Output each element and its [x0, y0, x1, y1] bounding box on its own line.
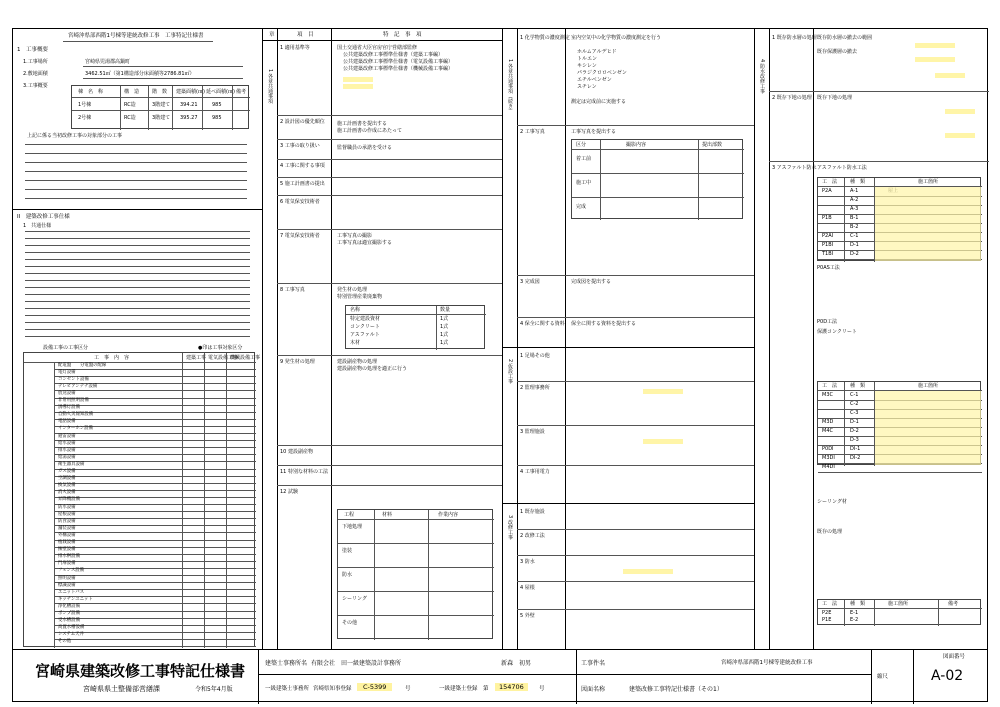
- table-cell: C-1: [850, 392, 859, 398]
- table-cell: T1BI: [822, 251, 834, 257]
- c2-st-r2: アスファルト: [350, 332, 380, 338]
- equip-row-label: 防水設備: [58, 504, 76, 510]
- equip-row-label: 昇降機設備: [58, 497, 80, 503]
- c4-t2-h1: 種 類: [850, 383, 866, 389]
- c4-item-2: 3 アスファルト防水: [772, 165, 817, 171]
- table-cell: DI-1: [850, 446, 861, 452]
- bt-r0c1: RC造: [124, 102, 136, 108]
- c2-spec-9: 発生材の処理: [337, 287, 368, 293]
- c2-spec-2: 公共建築改修工事標準仕様書（電気設備工事編）: [343, 59, 454, 65]
- column-spec-2: [503, 29, 755, 649]
- eq-h1: 建築工事: [186, 355, 207, 361]
- person-name: 新森 初男: [501, 660, 532, 667]
- equip-row-label: ユニットバス: [58, 589, 85, 595]
- table-cell: A-3: [850, 206, 859, 212]
- table-cell: B-2: [850, 224, 859, 230]
- firm-label: 建築士事務所名: [265, 660, 308, 667]
- c2-item-11: 12 試験: [280, 489, 298, 495]
- firm-name: 有限会社 田一級建築設計事務所: [311, 660, 402, 667]
- eq-h3: 機械設備工事: [230, 355, 261, 361]
- table-cell: P2A: [822, 188, 832, 194]
- c2-st-r0: 特定建設資材: [350, 316, 381, 322]
- drawing-sheet: [12, 28, 988, 702]
- c4-t1-h0: 工 法: [822, 179, 838, 185]
- title-block: [13, 649, 987, 704]
- c3-spec-7: 測定は完成前に実施する: [571, 99, 627, 105]
- table-cell: P1BI: [822, 242, 834, 248]
- c2-wt-r2: 防水: [342, 572, 353, 578]
- c4-spec-5: P0D工法: [817, 319, 838, 325]
- equip-row-label: ガス設備: [58, 469, 76, 474]
- equip-row-label: 配電盤 分電盤の配線: [58, 362, 107, 368]
- table-cell: C-3: [850, 410, 859, 416]
- col2-side: 1 各章共通事項: [267, 69, 273, 104]
- bt-r0c3: 394.21: [180, 102, 198, 108]
- drawing-no: A-02: [931, 668, 964, 684]
- c2-wt-h1: 材料: [382, 512, 393, 518]
- scale-label: 縮尺: [877, 674, 889, 680]
- c3-item-2: 3 完成図: [520, 279, 540, 285]
- bt-r0c0: 1号棟: [78, 102, 92, 108]
- c2-st-r1: コンクリート: [350, 324, 380, 330]
- c2-wt-h0: 工程: [344, 512, 355, 518]
- equip-row-label: 給水設備: [58, 440, 76, 446]
- c4-t3-h1: 種 類: [850, 601, 866, 607]
- c3-spec-8: 工事写真を提出する: [571, 129, 617, 135]
- equip-row-label: キッチンユニット: [58, 596, 93, 602]
- equip-row-label: 電灯設備: [58, 369, 76, 375]
- spec-main-title: 宮崎県建築改修工事特記仕様書: [35, 662, 246, 680]
- table-cell: P0DI: [822, 446, 834, 452]
- c3-item-3: 4 保全に関する資料: [520, 321, 565, 327]
- column-spec-1: [263, 29, 503, 649]
- c4-table-1: [817, 177, 981, 261]
- bt-h5: 備考: [236, 89, 247, 95]
- c2-item-3: 4 工事に関する事項: [280, 163, 325, 169]
- reg-unit: 号: [405, 686, 411, 692]
- equip-row-label: コンセント設備: [58, 376, 89, 382]
- arch-unit2: 号: [539, 686, 545, 692]
- c3-item-0: 1 化学物質の濃度測定: [520, 35, 570, 41]
- building-table: [71, 85, 249, 129]
- equip-row-label: 屋根設備: [58, 511, 76, 517]
- col3-side: 1 各章共通事項（続き）: [507, 59, 513, 114]
- bt-r0c2: 3階建て: [152, 102, 171, 108]
- spec-date: 令和5年4月版: [195, 686, 233, 693]
- drawing-name: 建築改修工事特記仕様書（その1）: [629, 686, 723, 693]
- c4-spec-0: 既存防水層の撤去の範囲: [817, 35, 873, 41]
- equip-row-label: その他: [58, 639, 72, 645]
- c4-t3-h3: 備考: [948, 601, 959, 607]
- c2-item-7: 8 工事写真: [280, 287, 305, 293]
- equip-row-label: 植栽設備: [58, 540, 76, 545]
- c4-t3-h2: 施工箇所: [888, 601, 909, 607]
- c3-pt-r1: 施工中: [576, 180, 592, 186]
- equipment-table: [23, 352, 261, 647]
- c2-spec-4: 施工計画書を提出する: [337, 121, 388, 127]
- c2-item-1: 2 設計図の優先順位: [280, 119, 325, 125]
- bt-r1c3: 395.27: [180, 115, 198, 121]
- col2-head-spec: 特 記 事 項: [383, 32, 422, 38]
- table-cell: C-1: [850, 233, 859, 239]
- reg-no: C-5399: [357, 683, 392, 691]
- table-cell: P1B: [822, 215, 832, 221]
- c2-item-0: 1 適用基準等: [280, 45, 310, 51]
- c4-t3-h0: 工 法: [822, 601, 838, 607]
- c4-item-1: 2 既存下地の処理: [772, 95, 812, 101]
- c3-item3-2: 3 防水: [520, 559, 535, 565]
- c4-spec-4: P0AS工法: [817, 265, 840, 271]
- section-2-title: II 建築改修工事仕様: [17, 214, 70, 220]
- c3-spec-9: 完成図を提出する: [571, 279, 612, 285]
- c3-pt-h1: 撮影内容: [626, 142, 647, 148]
- equip-row-label: 放送設備: [58, 390, 76, 396]
- c4-t3-r0c1: E-1: [850, 610, 859, 616]
- c4-spec-2: 既存下地の処理: [817, 95, 853, 101]
- bt-h2: 階 数: [152, 89, 168, 95]
- c2-spec-6: 監督職員の承諾を受ける: [337, 145, 393, 151]
- arch-label: 一級建築士登録: [439, 686, 478, 692]
- c4-spec-1: 既存保護層の撤去: [817, 49, 858, 55]
- bt-r1c2: 3階建て: [152, 115, 171, 121]
- equip-row-label: 高置水槽設備: [58, 625, 85, 631]
- col2-head-item: 項 目: [297, 32, 314, 38]
- c3-spec-4: パラジクロロベンゼン: [577, 70, 627, 76]
- c4-t1-h2: 施工箇所: [918, 179, 939, 185]
- c2-st-r3: 木材: [350, 340, 361, 346]
- c3-item-1: 2 工事写真: [520, 129, 545, 135]
- equip-row-label: 換気設備: [58, 483, 76, 489]
- c3-item3-3: 4 屋根: [520, 585, 535, 591]
- c2-spec-8: 工事写真は適宜撮影する: [337, 240, 393, 246]
- equip-row-label: 消火設備: [58, 490, 76, 496]
- c4-t3-r1c1: E-2: [850, 617, 859, 623]
- table-cell: P2AI: [822, 233, 834, 239]
- equip-row-label: 衛生器具設備: [58, 461, 85, 467]
- c4-t2-h0: 工 法: [822, 383, 838, 389]
- section-1-title: 1 工事概要: [17, 47, 48, 53]
- c2-wt-r3: シーリング: [342, 596, 367, 602]
- equip-row-label: 給湯設備: [58, 454, 76, 460]
- table-cell: A-2: [850, 197, 859, 203]
- equip-row-label: 標識設備: [58, 582, 76, 588]
- c2-st-r2v: 1式: [440, 332, 449, 338]
- bt-r1c0: 2号棟: [78, 115, 92, 121]
- equip-row-label: 防食設備: [58, 518, 76, 524]
- c2-spec-12: 建設副産物の処理を適正に行う: [337, 366, 408, 372]
- equip-row-label: 外構設備: [58, 532, 76, 538]
- summary-label: 3.工事概要: [23, 83, 48, 89]
- bt-h1: 構 造: [124, 89, 140, 95]
- section-2-sub: 1 共通仕様: [23, 223, 52, 229]
- c2-item-9: 10 建設副産物: [280, 449, 313, 455]
- reg-office: 宮崎県知事登録: [313, 686, 352, 692]
- drawing-label: 図面名称: [581, 686, 606, 693]
- equip-row-label: 門扉設備: [58, 561, 76, 567]
- c3-spec-2: トルエン: [577, 56, 598, 62]
- equip-row-label: 誘導灯設備: [58, 405, 80, 411]
- col2-head-no: 章: [269, 32, 275, 38]
- table-cell: B-1: [850, 215, 859, 221]
- c2-spec-11: 建設副産物の処理: [337, 359, 378, 365]
- c4-spec-6: 保護コンクリート: [817, 329, 857, 335]
- equip-row-label: フェンス設備: [58, 568, 84, 574]
- bt-r1c1: RC造: [124, 115, 136, 121]
- table-cell: D-3: [850, 437, 859, 443]
- equip-row-label: システム天井: [58, 632, 84, 638]
- c4-item-0: 1 既存防水層の処理: [772, 35, 817, 41]
- c2-item-4: 5 施工計画書の提出: [280, 181, 325, 187]
- work-name: 宮崎沖県部西階1号棟等建統改修工事: [721, 660, 813, 666]
- bt-r1c4: 985: [212, 115, 222, 121]
- c3-item2-2: 3 監理施設: [520, 429, 545, 435]
- table-cell: D-1: [850, 419, 859, 425]
- column-spec-3: [755, 29, 989, 649]
- c3-item2-3: 4 工事用電力: [520, 469, 550, 475]
- c2-spec-7: 工事写真の撮影: [337, 233, 373, 239]
- c2-st-r1v: 1式: [440, 324, 449, 330]
- c2-spec-3: 公共建築改修工事標準仕様書（機械設備工事編）: [343, 66, 454, 72]
- equip-note: ●印は工事対象区分: [198, 345, 243, 351]
- site-value: 宮崎県児湯郡高鍋町: [85, 59, 131, 65]
- c4-t2-h2: 施工箇所: [918, 383, 939, 389]
- table-cell: M4C: [822, 428, 833, 434]
- c3-item3-4: 5 外壁: [520, 613, 535, 619]
- equip-row-label: 空調設備: [58, 476, 76, 482]
- c2-small-table: [345, 305, 485, 349]
- c3-spec-10: 保全に関する資料を提出する: [571, 321, 637, 327]
- equip-row-label: 照明設備: [58, 575, 76, 581]
- c2-st-h1: 数量: [440, 307, 451, 313]
- site-label: 1.工事場所: [23, 59, 48, 65]
- c4-t3-r0c0: P2E: [822, 610, 832, 616]
- equip-row-label: 電話設備: [58, 419, 76, 425]
- c4-table-3: [817, 599, 981, 625]
- arch-no: 154706: [495, 683, 528, 691]
- c2-st-h0: 名称: [350, 307, 361, 313]
- project-title: 宮崎沖県部西階1号棟等建統改修工事 工事特記仕様書: [68, 33, 204, 39]
- table-cell: D-2: [850, 428, 859, 434]
- c2-work-table: [337, 509, 493, 639]
- equip-row-label: テレビアンテナ設備: [58, 383, 98, 389]
- area-value: 3462.51㎡（第1構造部分床面積等2786.81㎡）: [85, 71, 195, 77]
- reg-label: 一級建築士事務所: [265, 686, 310, 692]
- equip-row-label: 避雷設備: [58, 433, 76, 439]
- c2-st-r3v: 1式: [440, 340, 449, 346]
- work-label: 工事件名: [581, 660, 606, 667]
- bt-h3: 建築面積(㎡): [176, 89, 205, 95]
- equip-row-label: 排水桝設備: [58, 554, 80, 560]
- table-cell: D-1: [850, 242, 859, 248]
- c3-photo-table: [571, 139, 743, 219]
- table-cell: C-2: [850, 401, 859, 407]
- c2-item-10: 11 特別な材料の工法: [280, 469, 328, 475]
- c4-t1-h1: 種 類: [850, 179, 866, 185]
- table-cell: A-1: [850, 188, 859, 194]
- equip-row-label: 浄化槽設備: [58, 603, 80, 609]
- eq-h0: 工 事 内 容: [94, 355, 130, 361]
- c2-item-5: 6 電気保安技術者: [280, 199, 320, 205]
- equip-row-label: 受水槽設備: [58, 618, 80, 624]
- c2-wt-h2: 作業内容: [438, 512, 459, 518]
- c3-spec-6: スチレン: [577, 84, 597, 90]
- c2-wt-r0: 下地処理: [342, 524, 363, 530]
- col3-side2: 2 仮設工事: [507, 359, 513, 384]
- c3-spec-3: キシレン: [577, 63, 597, 69]
- c2-item-6: 7 電気保安技術者: [280, 233, 320, 239]
- c3-item3-1: 2 改修工法: [520, 533, 545, 539]
- equip-row-label: インターホン設備: [58, 426, 93, 432]
- bt-r0c4: 985: [212, 102, 222, 108]
- col3-side3: 3 改修工事: [507, 515, 513, 540]
- c3-item2-1: 2 監理事務所: [520, 385, 550, 391]
- arch-unit: 第: [483, 686, 489, 692]
- c2-wt-r4: その他: [342, 620, 358, 626]
- c4-table-2: [817, 381, 981, 470]
- c3-pt-r0: 着工前: [576, 156, 592, 162]
- c3-item3-0: 1 既存施設: [520, 509, 545, 515]
- equip-row-label: 舗装設備: [58, 525, 76, 531]
- c2-item-8: 9 発生材の処理: [280, 359, 315, 365]
- equip-row-label: 非常用照明設備: [58, 398, 89, 403]
- scope-note: 上記に係る当初改修工事の対象部分の工事: [27, 133, 123, 139]
- table-cell: M3C: [822, 392, 833, 398]
- c3-pt-r2: 完成: [576, 204, 587, 210]
- table-cell: M3D: [822, 419, 834, 425]
- c2-spec-10: 特別管理産業廃棄物: [337, 294, 383, 300]
- c2-st-r0v: 1式: [440, 316, 449, 322]
- c3-pt-h0: 区分: [576, 142, 587, 148]
- table-cell: DI-2: [850, 455, 861, 461]
- c2-spec-5: 施工計画書の作成にあたって: [337, 128, 403, 134]
- equip-row-label: 擁壁設備: [58, 547, 76, 553]
- c4-spec-7: シーリング材: [817, 499, 847, 505]
- no-label: 図面番号: [943, 654, 966, 660]
- equip-row-label: 排水設備: [58, 447, 76, 453]
- c3-spec-1: ホルムアルデヒド: [577, 49, 617, 55]
- equip-row-label: 自動火災報知設備: [58, 412, 94, 418]
- c3-spec-0: 室内空気中の化学物質の濃度測定を行う: [571, 35, 662, 41]
- c4-spec-3: アスファルト防水工法: [817, 165, 867, 171]
- c2-spec-0: 国土交通省大臣官房官庁営繕部監修: [337, 45, 418, 51]
- c4-spec-8: 既存の処理: [817, 529, 843, 535]
- c2-wt-r1: 塗装: [342, 548, 353, 554]
- c4-t3-r1c0: P1E: [822, 617, 832, 623]
- c3-pt-h2: 提出部数: [702, 142, 723, 148]
- spec-sub-title: 宮崎県県土整備部営繕課: [83, 685, 160, 693]
- c3-item2-0: 1 足場その他: [520, 353, 550, 359]
- col4-side: 4 防水改修工事: [759, 59, 765, 94]
- table-cell: M4DI: [822, 464, 835, 470]
- bt-h0: 棟 名 称: [78, 89, 104, 95]
- c2-item-2: 3 工事の取り扱い: [280, 143, 320, 149]
- table-cell: M3DI: [822, 455, 835, 461]
- bt-h4: 延べ面積(㎡): [206, 89, 235, 95]
- column-general: [13, 29, 263, 649]
- equip-title: 設備工事の工事区分: [43, 345, 89, 351]
- area-label: 2.敷地面積: [23, 71, 48, 77]
- c2-spec-1: 公共建築改修工事標準仕様書（建築工事編）: [343, 52, 444, 58]
- table-cell: D-2: [850, 251, 859, 257]
- eq-h2: 電気設備工事: [208, 355, 239, 361]
- c3-spec-5: エチルベンゼン: [577, 77, 612, 83]
- equip-row-label: ポンプ設備: [58, 611, 80, 616]
